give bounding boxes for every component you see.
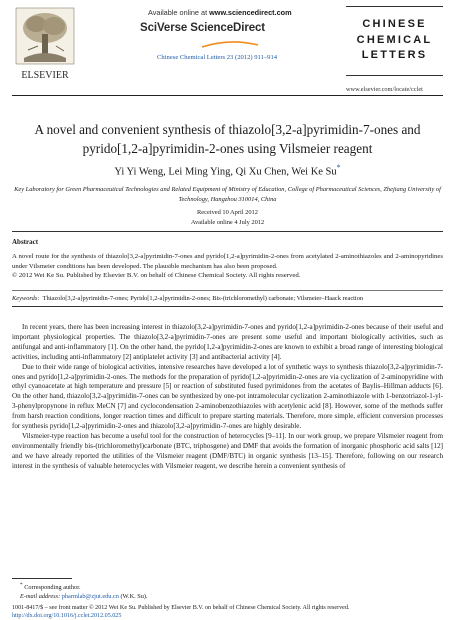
author-list: [12, 163, 443, 178]
page-footer: [12, 604, 443, 620]
article-body: [12, 323, 443, 472]
footer-issn: 1001-8417/$ – see front matter © 2012 Wei Ke Su. Published by Elsevier B.V. on behalf of Chinese Chemical Society. All rights reserved.: [12, 605, 350, 611]
abstract-body: [12, 252, 443, 281]
journal-citation-link[interactable]: Chinese Chemical Letters 23 (2012) 911–914: [157, 54, 278, 61]
available-prefix: Available online at: [148, 8, 210, 17]
article-title: A novel and convenient synthesis of thiazolo[3,2-a]pyrimidin-7-ones and pyrido[1,2-a]pyrimidin-2-ones using Vilsmeier reagent: [34, 122, 421, 156]
available-online-date: Available online 4 July 2012: [190, 218, 265, 226]
abstract-copyright: © 2012 Wei Ke Su. Published by Elsevier B.V. on behalf of Chinese Chemical Society. All rights reserved.: [12, 272, 301, 280]
abstract-top-rule: [12, 231, 443, 232]
elsevier-tree-logo: [12, 6, 78, 82]
journal-name-line-1: CHINESE: [362, 18, 427, 30]
abstract-heading: Abstract: [12, 238, 39, 246]
corresponding-author-mark[interactable]: *: [336, 163, 341, 172]
abstract-bottom-rule: [12, 306, 443, 307]
footnote-rule: [12, 578, 72, 579]
authors-text: Yi Yi Weng, Lei Ming Ying, Qi Xu Chen, Wei Ke Su: [114, 166, 337, 178]
journal-name-line-3: LETTERS: [361, 49, 428, 61]
keywords-rule: [12, 290, 443, 291]
sciencedirect-link[interactable]: www.sciencedirect.com: [209, 8, 292, 17]
footnote-email-label: E-mail address:: [20, 592, 62, 600]
abstract-text: A novel route for the synthesis of thiazolo[3,2-a]pyrimidin-7-ones and pyrido[1,2-a]pyrimidin-2-ones from acetylated 2-aminothiazoles and 2-aminopyridines under Vilsmeier conditions has been developed. The plausible mechanism has also been proposed.: [12, 253, 443, 270]
keywords-line: [12, 294, 443, 303]
body-paragraph-1: In recent years, there has been increasing interest in thiazolo[3,2-a]pyrimidin-7-ones and pyrido[1,2-a]pyrimidin-2-ones because of their useful and important physiological properties. The thiazolo[3,2-a]pyrimidin-7-ones are present some useful and important biologically activities, such as antifungal and anti-inflammatory [1]. On the other hand, the pyrido[1,2-a]pyrimidin-2-ones are known to exhibit a broad range of interesting biological activities, including anti-inflammatory [2] antiplatelet activity [3] and antibacterial activity [4].: [12, 323, 443, 361]
body-paragraph-3: Vilsmeier-type reaction has become a useful tool for the construction of heterocycles [9–11]. In our work group, we prepare Vilsmeier reagent from environmentally friendly bis-(trichloromethyl)carbonate (BTC, triphosgene) and DMF that avoids the formation of inorganic phosphoric acid salts [12] and we have already reported the utilities of the Vilsmeier reagent (DMF/BTC) in organic synthesis [13–15]. Therefore, following on our research interest in the synthesis of valuable heterocycles with Vilsmeier reagent, we describe herein a convenient synthesis of: [12, 431, 443, 470]
publisher-name: ELSEVIER: [21, 70, 69, 81]
sciverse-logo-text: SciVerse ScienceDirect: [140, 22, 266, 34]
footnote-mark: *: [20, 582, 23, 588]
affiliation: Key Laboratory for Green Pharmaceutical Technologies and Related Equipment of Ministry of Education, College of Pharmaceutical Sciences, Zhejiang University of Technology, Hangzhou 310014, China: [14, 186, 441, 203]
sciverse-swoosh-icon: [200, 40, 260, 50]
journal-name-line-2: CHEMICAL: [356, 33, 433, 46]
journal-masthead: [346, 6, 443, 76]
available-online-line: [148, 8, 292, 17]
footer-doi-link[interactable]: http://dx.doi.org/10.1016/j.cclet.2012.05.025: [12, 613, 122, 620]
footnote: [20, 581, 440, 601]
footnote-email-link[interactable]: pharmlab@zjut.edu.cn: [61, 592, 119, 600]
keywords-label: Keywords:: [12, 295, 40, 302]
keywords-list: Thiazolo[3,2-a]pyrimidin-7-ones; Pyrido[1,2-a]pyrimidin-2-ones; Bis-(trichloromethyl) carbonate; Vilsmeier–Haack reaction: [42, 295, 364, 302]
footnote-email-suffix: (W.K. Su).: [118, 592, 148, 600]
received-date: Received 10 April 2012: [197, 209, 258, 216]
article-dates: [12, 208, 443, 227]
footnote-corresponding: Corresponding author.: [24, 584, 81, 592]
body-paragraph-2: Due to their wide range of biological activities, intensive researches have developed a lot of synthetic ways to synthesis thiazolo[3,2-a]pyrimidin-7-ones and pyrido[1,2-a]pyrimidin-2-ones. The methods for the preparation of pyrido[1,2-a]pyrimidin-2-ones are via cyclization of 2-aminopyridine with ethyl cyanoacetate at high temperature and pressure [5] or reaction of substituted fused pyrimidones from the acetates of Baylis–Hillman adducts [6]. On the other hand, thiazolo[3,2-a]pyrimidin-7-ones can be synthesized by one-pot intramolecular cyclization 2-aminothiazole with 1-benzotriazol-1-yl-3-phenylpropynone in reflux MeCN [7] and cyclocondensation 2-aminobenzothiazoles with acetylenic acid [8]. However, some of the methods suffer from harsh reaction conditions, longer reaction times and difficult to prepare starting materials. Therefore, more simple, efficient conversion processes for synthesis pyrido[1,2-a]pyrimidin-2-ones and thiazolo[3,2-a]pyrimidin-7-ones are highly desirable.: [12, 362, 443, 431]
journal-homepage-link[interactable]: www.elsevier.com/locate/cclet: [346, 86, 423, 93]
header-divider: [12, 95, 443, 96]
